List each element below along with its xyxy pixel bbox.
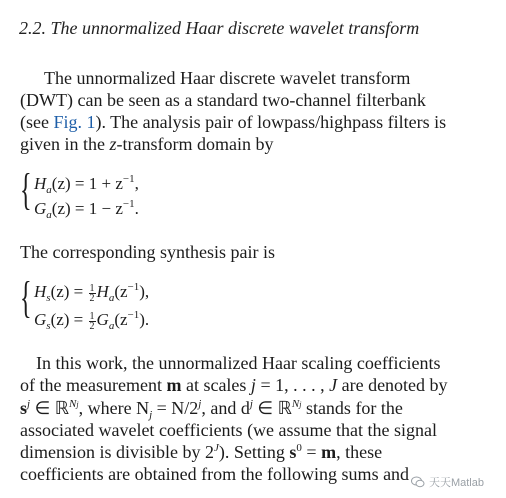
para1-line2: (DWT) can be seen as a standard two-channel filterbank <box>20 90 426 110</box>
para3-line3: $s^j$ ∈ ℝ$^{Nj}$, where $N_j = N/2^j$, and $d^j$ ∈ ℝ$^{Nj}$ stands for the <box>20 398 403 421</box>
analysis-eq-lowpass: $H_a(z) = 1 + z^{-1}$, <box>34 173 139 196</box>
section-heading: 2.2. The unnormalized Haar discrete wavelet transform <box>19 18 420 38</box>
synthesis-brace: { <box>20 273 32 322</box>
para3-line4: associated wavelet coefficients (we assume that the signal <box>20 420 438 440</box>
synthesis-eq-highpass: $G_s(z)$ = $\frac{1}{2}$ $G_a(z^{-1})$. <box>34 309 150 332</box>
wechat-icon <box>411 476 425 488</box>
para2-text: The corresponding synthesis pair is <box>20 242 275 262</box>
half-fraction: $\frac{1}{2}$ <box>89 310 95 332</box>
para1-line1: The unnormalized Haar discrete wavelet transform <box>44 68 411 88</box>
half-fraction: $\frac{1}{2}$ <box>89 282 95 304</box>
para1-line4: given in the z-transform domain by <box>20 134 274 154</box>
synthesis-eq-lowpass: $H_s(z)$ = $\frac{1}{2}$ $H_a(z^{-1})$, <box>34 281 150 304</box>
para3-line1: In this work, the unnormalized Haar scaling coefficients <box>36 353 441 373</box>
analysis-eq-highpass: $G_a(z) = 1 - z^{-1}$. <box>34 198 139 221</box>
watermark-text: 天天Matlab <box>428 477 484 489</box>
analysis-brace: { <box>20 165 32 214</box>
watermark <box>411 474 484 490</box>
para3-line2: of the measurement m at scales j = 1, . . . , J are denoted by <box>20 375 448 395</box>
figure-link[interactable]: Fig. 1 <box>53 112 96 132</box>
para3-line6: coefficients are obtained from the following sums and <box>20 464 410 484</box>
para1-line3: (see Fig. 1). The analysis pair of lowpass/highpass filters is <box>20 112 447 132</box>
para3-line5: dimension is divisible by $2^J$). Setting $s^0 = m$, these <box>20 442 383 462</box>
